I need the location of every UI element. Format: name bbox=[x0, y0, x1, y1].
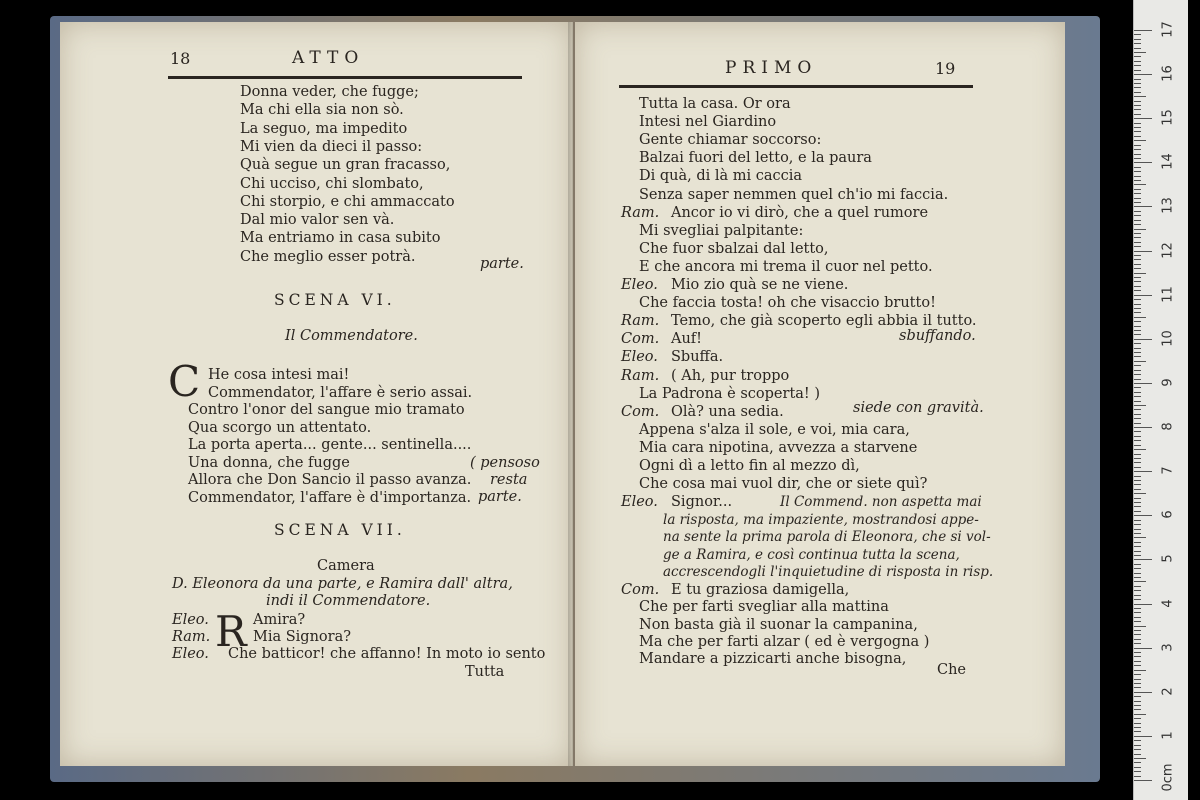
ruler-minor-tick bbox=[1134, 414, 1141, 415]
dialogue-line: Che fuor sbalzai dal letto, bbox=[639, 240, 829, 257]
ruler-number: 0cm bbox=[1160, 763, 1176, 792]
scene-7-title: SCENA VII. bbox=[274, 521, 406, 539]
ruler-minor-tick bbox=[1134, 180, 1141, 181]
ruler-minor-tick bbox=[1134, 696, 1141, 697]
ruler-minor-tick bbox=[1134, 39, 1141, 40]
ruler-minor-tick bbox=[1134, 511, 1141, 512]
ruler-minor-tick bbox=[1134, 687, 1141, 688]
speaker-label: Com. bbox=[621, 582, 660, 598]
ruler-minor-tick bbox=[1134, 87, 1141, 88]
speaker-label: Ram. bbox=[172, 629, 211, 645]
ruler-minor-tick bbox=[1134, 268, 1141, 269]
ruler-minor-tick bbox=[1134, 599, 1141, 600]
verse-line: Commendator, l'affare è serio assai. bbox=[208, 384, 473, 401]
ruler-minor-tick bbox=[1134, 334, 1141, 335]
ruler-number: 17 bbox=[1160, 21, 1176, 38]
ruler-minor-tick bbox=[1134, 264, 1141, 265]
ruler-minor-tick bbox=[1134, 308, 1141, 309]
ruler-minor-tick bbox=[1134, 462, 1141, 463]
ruler-minor-tick bbox=[1134, 140, 1146, 141]
ruler-minor-tick bbox=[1134, 70, 1141, 71]
dialogue-line: Mi svegliai palpitante: bbox=[639, 222, 804, 239]
right-page bbox=[575, 22, 1065, 766]
ruler-minor-tick bbox=[1134, 321, 1141, 322]
ruler-minor-tick bbox=[1134, 167, 1141, 168]
ruler-minor-tick bbox=[1134, 701, 1141, 702]
ruler-minor-tick bbox=[1134, 326, 1141, 327]
ruler-tick bbox=[1134, 692, 1152, 693]
ruler-minor-tick bbox=[1134, 709, 1141, 710]
ruler-minor-tick bbox=[1134, 299, 1141, 300]
ruler-tick bbox=[1134, 780, 1152, 781]
ruler-minor-tick bbox=[1134, 202, 1141, 203]
ruler-minor-tick bbox=[1134, 626, 1146, 627]
ruler-minor-tick bbox=[1134, 211, 1141, 212]
ruler-minor-tick bbox=[1134, 502, 1141, 503]
dialogue-line: Ancor io vi dirò, che a quel rumore bbox=[671, 204, 929, 221]
verse-line: Ma entriamo in casa subito bbox=[240, 230, 441, 247]
ruler-minor-tick bbox=[1134, 43, 1141, 44]
speaker-label: Com. bbox=[621, 403, 660, 420]
ruler-minor-tick bbox=[1134, 215, 1141, 216]
ruler-minor-tick bbox=[1134, 758, 1146, 759]
ruler-minor-tick bbox=[1134, 246, 1141, 247]
stage-direction-line: ge a Ramira, e così continua tutta la scena, bbox=[663, 546, 960, 563]
ruler-minor-tick bbox=[1134, 551, 1141, 552]
stage-direction-resta: resta bbox=[490, 472, 528, 488]
ruler-minor-tick bbox=[1134, 590, 1141, 591]
ruler-number: 12 bbox=[1160, 241, 1176, 259]
dialogue-line: Che batticor! che affanno! In moto io sento bbox=[228, 646, 546, 662]
ruler-minor-tick bbox=[1134, 281, 1141, 282]
speaker-label: Eleo. bbox=[621, 349, 658, 366]
ruler-number: 9 bbox=[1160, 378, 1176, 387]
ruler-minor-tick bbox=[1134, 731, 1141, 732]
verse-line: Chi storpio, e chi ammaccato bbox=[240, 193, 455, 210]
ruler-minor-tick bbox=[1134, 176, 1141, 177]
ruler-tick bbox=[1134, 471, 1152, 472]
ruler-minor-tick bbox=[1134, 639, 1141, 640]
ruler-minor-tick bbox=[1134, 458, 1141, 459]
running-head: ATTO bbox=[292, 48, 365, 68]
ruler-minor-tick bbox=[1134, 127, 1141, 128]
dialogue-line: Mandare a pizzicarti anche bisogna, bbox=[639, 651, 907, 668]
ruler-minor-tick bbox=[1134, 431, 1141, 432]
ruler-minor-tick bbox=[1134, 718, 1141, 719]
ruler-minor-tick bbox=[1134, 198, 1141, 199]
dialogue-line: Che cosa mai vuol dir, che or siete quì? bbox=[639, 476, 928, 493]
speaker-label: Com. bbox=[621, 331, 660, 348]
scene-7-direction-2: indi il Commendatore. bbox=[266, 593, 431, 609]
dialogue-line: Appena s'alza il sole, e voi, mia cara, bbox=[639, 421, 910, 438]
verse-line: Mi vien da dieci il passo: bbox=[240, 138, 423, 155]
verse-line: Ma chi ella sia non sò. bbox=[240, 102, 404, 119]
ruler-minor-tick bbox=[1134, 467, 1141, 468]
ruler-minor-tick bbox=[1134, 484, 1141, 485]
dialogue-line: Mia cara nipotina, avvezza a starvene bbox=[639, 439, 918, 456]
verse-line: Commendator, l'affare è d'importanza. bbox=[188, 489, 472, 506]
stage-direction-line: na sente la prima parola di Eleonora, che si vol- bbox=[663, 529, 991, 545]
dialogue-line: Auf! bbox=[671, 331, 703, 348]
ruler-tick bbox=[1134, 30, 1152, 31]
ruler-minor-tick bbox=[1134, 705, 1141, 706]
verse-line: Allora che Don Sancio il passo avanza. bbox=[188, 472, 472, 488]
ruler-minor-tick bbox=[1134, 489, 1141, 490]
verse-line: Donna veder, che fugge; bbox=[240, 84, 419, 100]
scene-7-direction-1: D. Eleonora da una parte, e Ramira dall' altra, bbox=[172, 576, 513, 592]
ruler-tick bbox=[1134, 559, 1152, 560]
dialogue-line: E tu graziosa damigella, bbox=[671, 582, 850, 598]
ruler-minor-tick bbox=[1134, 171, 1141, 172]
ruler-tick bbox=[1134, 162, 1152, 163]
ruler-minor-tick bbox=[1134, 617, 1141, 618]
dialogue-line: ( Ah, pur troppo bbox=[671, 367, 790, 384]
scene-6-character: Il Commendatore. bbox=[285, 328, 418, 344]
verse-line: La porta aperta... gente... sentinella.... bbox=[188, 437, 472, 453]
ruler-minor-tick bbox=[1134, 65, 1141, 66]
ruler-minor-tick bbox=[1134, 595, 1141, 596]
dialogue-line: Mio zio quà se ne viene. bbox=[671, 277, 849, 293]
header-rule bbox=[619, 85, 973, 88]
ruler-minor-tick bbox=[1134, 767, 1141, 768]
verse-line: Quà segue un gran fracasso, bbox=[240, 157, 451, 174]
scene-7-place: Camera bbox=[317, 558, 375, 574]
ruler-minor-tick bbox=[1134, 520, 1141, 521]
dialogue-line: La Padrona è scoperta! ) bbox=[639, 385, 821, 402]
ruler-tick bbox=[1134, 736, 1152, 737]
ruler-minor-tick bbox=[1134, 529, 1141, 530]
ruler-minor-tick bbox=[1134, 365, 1141, 366]
ruler-minor-tick bbox=[1134, 356, 1141, 357]
ruler-minor-tick bbox=[1134, 361, 1146, 362]
ruler-minor-tick bbox=[1134, 555, 1141, 556]
ruler-minor-tick bbox=[1134, 745, 1141, 746]
ruler-minor-tick bbox=[1134, 656, 1141, 657]
ruler-minor-tick bbox=[1134, 423, 1141, 424]
ruler-tick bbox=[1134, 74, 1152, 75]
ruler-minor-tick bbox=[1134, 608, 1141, 609]
ruler-minor-tick bbox=[1134, 776, 1141, 777]
ruler-minor-tick bbox=[1134, 621, 1141, 622]
ruler-number: 5 bbox=[1160, 554, 1176, 564]
ruler-minor-tick bbox=[1134, 749, 1141, 750]
ruler-minor-tick bbox=[1134, 189, 1141, 190]
dialogue-line: Non basta già il suonar la campanina, bbox=[639, 616, 918, 633]
ruler-minor-tick bbox=[1134, 255, 1141, 256]
dialogue-line: E che ancora mi trema il cuor nel petto. bbox=[639, 258, 933, 275]
ruler-minor-tick bbox=[1134, 193, 1141, 194]
ruler-minor-tick bbox=[1134, 96, 1146, 97]
ruler-number: 2 bbox=[1160, 687, 1176, 696]
verse-line: Chi ucciso, chi slombato, bbox=[240, 175, 424, 192]
ruler-minor-tick bbox=[1134, 387, 1141, 388]
catchword: Che bbox=[937, 662, 967, 678]
ruler-minor-tick bbox=[1134, 440, 1141, 441]
ruler-minor-tick bbox=[1134, 114, 1141, 115]
ruler-minor-tick bbox=[1134, 445, 1141, 446]
ruler-minor-tick bbox=[1134, 537, 1146, 538]
ruler-minor-tick bbox=[1134, 56, 1141, 57]
ruler-minor-tick bbox=[1134, 568, 1141, 569]
ruler-minor-tick bbox=[1134, 330, 1141, 331]
ruler-minor-tick bbox=[1134, 277, 1141, 278]
ruler-minor-tick bbox=[1134, 405, 1146, 406]
ruler-minor-tick bbox=[1134, 480, 1141, 481]
verse-line: Dal mio valor sen và. bbox=[240, 212, 395, 229]
ruler-minor-tick bbox=[1134, 401, 1141, 402]
ruler-minor-tick bbox=[1134, 348, 1141, 349]
ruler-number: 8 bbox=[1160, 422, 1176, 431]
ruler-minor-tick bbox=[1134, 643, 1141, 644]
verse-line: Contro l'onor del sangue mio tramato bbox=[188, 402, 465, 418]
ruler-minor-tick bbox=[1134, 524, 1141, 525]
ruler-tick bbox=[1134, 515, 1152, 516]
ruler-minor-tick bbox=[1134, 498, 1141, 499]
ruler-minor-tick bbox=[1134, 493, 1146, 494]
ruler-minor-tick bbox=[1134, 577, 1141, 578]
speaker-label: Eleo. bbox=[621, 277, 658, 293]
dialogue-line: Amira? bbox=[253, 612, 306, 628]
ruler-minor-tick bbox=[1134, 740, 1141, 741]
dialogue-line: Balzai fuori del letto, e la paura bbox=[639, 150, 872, 167]
ruler-minor-tick bbox=[1134, 101, 1141, 102]
stage-direction-sbuffando: sbuffando. bbox=[899, 328, 976, 344]
ruler-minor-tick bbox=[1134, 220, 1141, 221]
ruler-minor-tick bbox=[1134, 714, 1146, 715]
ruler-number: 13 bbox=[1160, 197, 1176, 215]
ruler-minor-tick bbox=[1134, 454, 1141, 455]
ruler-minor-tick bbox=[1134, 105, 1141, 106]
ruler-minor-tick bbox=[1134, 317, 1146, 318]
dialogue-line: Olà? una sedia. bbox=[671, 403, 784, 420]
dialogue-line: Ma che per farti alzar ( ed è vergogna ) bbox=[639, 633, 930, 650]
verse-line: La seguo, ma impedito bbox=[240, 120, 408, 137]
ruler-minor-tick bbox=[1134, 34, 1141, 35]
ruler-minor-tick bbox=[1134, 259, 1141, 260]
stage-direction-line: accrescendogli l'inquietudine di risposta in risp. bbox=[663, 564, 994, 580]
ruler-minor-tick bbox=[1134, 754, 1141, 755]
page-number: 19 bbox=[935, 59, 956, 78]
ruler-minor-tick bbox=[1134, 83, 1141, 84]
ruler-minor-tick bbox=[1134, 762, 1141, 763]
ruler-minor-tick bbox=[1134, 418, 1141, 419]
ruler-minor-tick bbox=[1134, 79, 1141, 80]
ruler-minor-tick bbox=[1134, 48, 1141, 49]
ruler-minor-tick bbox=[1134, 723, 1141, 724]
ruler-minor-tick bbox=[1134, 109, 1141, 110]
ruler-tick bbox=[1134, 251, 1152, 252]
ruler-minor-tick bbox=[1134, 506, 1141, 507]
ruler-minor-tick bbox=[1134, 674, 1141, 675]
dialogue-line: Gente chiamar soccorso: bbox=[639, 132, 822, 149]
ruler-tick bbox=[1134, 206, 1152, 207]
verse-line: He cosa intesi mai! bbox=[208, 367, 350, 383]
dialogue-line: Che per farti svegliar alla mattina bbox=[639, 599, 889, 616]
ruler-number: 15 bbox=[1160, 109, 1176, 127]
dialogue-line: Mia Signora? bbox=[253, 629, 352, 645]
stage-direction-line: la risposta, ma impaziente, mostrandosi appe- bbox=[663, 511, 979, 528]
dialogue-line: Che faccia tosta! oh che visaccio brutto! bbox=[639, 295, 936, 312]
ruler-number: 3 bbox=[1160, 643, 1176, 652]
ruler-minor-tick bbox=[1134, 304, 1141, 305]
speaker-label: Eleo. bbox=[621, 494, 658, 511]
ruler-tick bbox=[1134, 383, 1152, 384]
dialogue-line: Signor... bbox=[671, 494, 733, 511]
ruler-minor-tick bbox=[1134, 224, 1141, 225]
dialogue-line: Sbuffa. bbox=[671, 349, 724, 366]
verse-line: Qua scorgo un attentato. bbox=[188, 419, 372, 436]
ruler-minor-tick bbox=[1134, 542, 1141, 543]
ruler-minor-tick bbox=[1134, 286, 1141, 287]
ruler-minor-tick bbox=[1134, 233, 1141, 234]
ruler-minor-tick bbox=[1134, 154, 1141, 155]
stage-direction-parte: parte. bbox=[480, 256, 524, 272]
stage-direction-line: Il Commend. non aspetta mai bbox=[780, 494, 982, 510]
dialogue-line: Senza saper nemmen quel ch'io mi faccia. bbox=[639, 186, 949, 203]
ruler-minor-tick bbox=[1134, 679, 1141, 680]
ruler-minor-tick bbox=[1134, 273, 1146, 274]
ruler-number: 7 bbox=[1160, 466, 1176, 475]
header-rule bbox=[168, 76, 522, 79]
ruler-minor-tick bbox=[1134, 409, 1141, 410]
speaker-label: Ram. bbox=[621, 313, 660, 330]
catchword: Tutta bbox=[465, 664, 505, 680]
ruler-number: 6 bbox=[1160, 510, 1176, 519]
ruler-minor-tick bbox=[1134, 229, 1146, 230]
ruler-number: 14 bbox=[1160, 153, 1176, 171]
scene-6-title: SCENA VI. bbox=[274, 291, 396, 309]
ruler-minor-tick bbox=[1134, 343, 1141, 344]
ruler-minor-tick bbox=[1134, 158, 1141, 159]
ruler-tick bbox=[1134, 427, 1152, 428]
ruler-tick bbox=[1134, 118, 1152, 119]
ruler-number: 16 bbox=[1160, 65, 1176, 82]
ruler-minor-tick bbox=[1134, 546, 1141, 547]
ruler-minor-tick bbox=[1134, 123, 1141, 124]
ruler-minor-tick bbox=[1134, 370, 1141, 371]
ruler-minor-tick bbox=[1134, 374, 1141, 375]
ruler-minor-tick bbox=[1134, 237, 1141, 238]
left-page bbox=[60, 22, 573, 766]
ruler-minor-tick bbox=[1134, 630, 1141, 631]
ruler-minor-tick bbox=[1134, 131, 1141, 132]
ruler-minor-tick bbox=[1134, 670, 1146, 671]
ruler-minor-tick bbox=[1134, 661, 1141, 662]
stage-direction-parte-2: parte. bbox=[478, 489, 522, 505]
dialogue-line: Ogni dì a letto fin al mezzo dì, bbox=[639, 458, 860, 474]
ruler-minor-tick bbox=[1134, 612, 1141, 613]
ruler-minor-tick bbox=[1134, 727, 1141, 728]
ruler-minor-tick bbox=[1134, 290, 1141, 291]
ruler-minor-tick bbox=[1134, 652, 1141, 653]
ruler-minor-tick bbox=[1134, 61, 1141, 62]
verse-line: Che meglio esser potrà. bbox=[240, 248, 416, 265]
scene-7-dropcap: R bbox=[215, 607, 247, 656]
ruler-tick bbox=[1134, 295, 1152, 296]
dialogue-line: Di quà, di là mi caccia bbox=[639, 168, 803, 185]
dialogue-line: Temo, che già scoperto egli abbia il tutto. bbox=[671, 313, 977, 330]
ruler-minor-tick bbox=[1134, 573, 1141, 574]
running-head: PRIMO bbox=[725, 58, 818, 78]
stage-direction-pensoso: ( pensoso bbox=[470, 455, 540, 471]
ruler-minor-tick bbox=[1134, 136, 1141, 137]
ruler-minor-tick bbox=[1134, 533, 1141, 534]
ruler-minor-tick bbox=[1134, 379, 1141, 380]
speaker-label: Eleo. bbox=[172, 612, 209, 628]
ruler-minor-tick bbox=[1134, 184, 1146, 185]
speaker-label: Ram. bbox=[621, 367, 660, 384]
ruler-minor-tick bbox=[1134, 149, 1141, 150]
ruler-number: 4 bbox=[1160, 598, 1176, 608]
ruler-minor-tick bbox=[1134, 52, 1146, 53]
ruler-minor-tick bbox=[1134, 396, 1141, 397]
ruler-minor-tick bbox=[1134, 352, 1141, 353]
ruler-minor-tick bbox=[1134, 581, 1146, 582]
page-number: 18 bbox=[170, 49, 191, 68]
ruler-minor-tick bbox=[1134, 634, 1141, 635]
measuring-ruler bbox=[1133, 0, 1188, 800]
dialogue-line: Intesi nel Giardino bbox=[639, 114, 777, 131]
ruler-minor-tick bbox=[1134, 449, 1146, 450]
ruler-tick bbox=[1134, 339, 1152, 340]
ruler-minor-tick bbox=[1134, 92, 1141, 93]
scene-6-dropcap: C bbox=[168, 357, 201, 406]
ruler-tick bbox=[1134, 604, 1152, 605]
speaker-label: Eleo. bbox=[172, 646, 209, 662]
ruler-minor-tick bbox=[1134, 312, 1141, 313]
ruler-minor-tick bbox=[1134, 564, 1141, 565]
ruler-minor-tick bbox=[1134, 665, 1141, 666]
ruler-minor-tick bbox=[1134, 145, 1141, 146]
ruler-minor-tick bbox=[1134, 771, 1141, 772]
ruler-minor-tick bbox=[1134, 242, 1141, 243]
ruler-tick bbox=[1134, 648, 1152, 649]
ruler-minor-tick bbox=[1134, 436, 1141, 437]
ruler-minor-tick bbox=[1134, 476, 1141, 477]
ruler-number: 1 bbox=[1160, 731, 1176, 740]
speaker-label: Ram. bbox=[621, 204, 660, 221]
ruler-minor-tick bbox=[1134, 586, 1141, 587]
ruler-number: 11 bbox=[1160, 285, 1176, 303]
ruler-minor-tick bbox=[1134, 683, 1141, 684]
stage-direction-siede: siede con gravità. bbox=[853, 400, 984, 416]
verse-line: Una donna, che fugge bbox=[188, 454, 350, 471]
ruler-minor-tick bbox=[1134, 392, 1141, 393]
ruler-number: 10 bbox=[1160, 330, 1176, 347]
dialogue-line: Tutta la casa. Or ora bbox=[639, 96, 791, 112]
